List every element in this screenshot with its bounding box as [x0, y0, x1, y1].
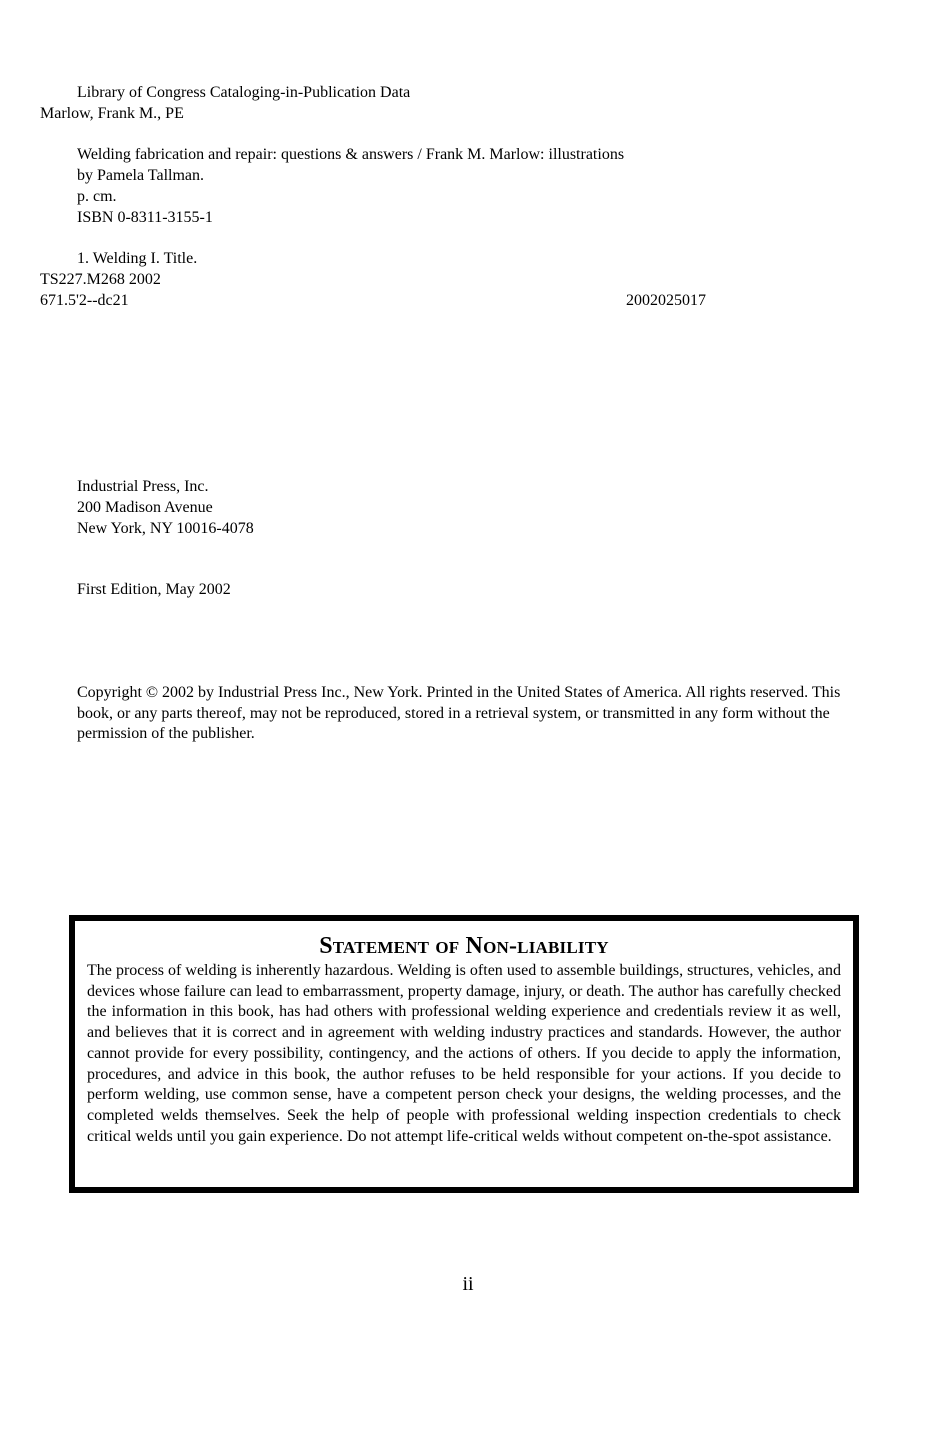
cip-title-line-1: Welding fabrication and repair: questions & answers / Frank M. Marlow: illustrations: [77, 146, 625, 163]
publisher-name: Industrial Press, Inc.: [77, 478, 209, 495]
cip-isbn: ISBN 0-8311-3155-1: [77, 209, 213, 226]
cip-lc-class: TS227.M268 2002: [40, 271, 161, 288]
copyright-notice: Copyright © 2002 by Industrial Press Inc., New York. Printed in the United States of America. All rights reserved. This book, or any parts thereof, may not be reproduced, stored in a retrieval system, or transmitted in any form without the permission of the publisher.: [77, 684, 841, 743]
cip-dewey: 671.5'2--dc21: [40, 292, 129, 309]
publisher-city: New York, NY 10016-4078: [77, 520, 254, 537]
non-liability-box: [69, 915, 859, 1193]
edition-statement: First Edition, May 2002: [77, 581, 231, 598]
page-number: ii: [462, 1273, 474, 1295]
cip-subjects: 1. Welding I. Title.: [77, 250, 198, 267]
cip-heading: Library of Congress Cataloging-in-Publication Data: [77, 84, 411, 101]
cip-title-line-2: by Pamela Tallman.: [77, 167, 204, 184]
publisher-street: 200 Madison Avenue: [77, 499, 213, 516]
non-liability-title: Statement of Non-liability: [319, 933, 609, 959]
cip-author: Marlow, Frank M., PE: [40, 105, 184, 122]
non-liability-text: The process of welding is inherently hazardous. Welding is often used to assemble buildings, structures, vehicles, and devices whose failure can lead to embarrassment, property damage, injury, or death. The author has carefully checked the information in this book, has had others with professional welding experience and credentials review it as well, and believes that it is correct and in agreement with welding industry practices and standards. However, the author cannot provide for every possibility, contingency, and the actions of others. If you decide to apply the information, procedures, and advice in this book, the author refuses to be held responsible for your actions. If you decide to perform welding, use common sense, have a competent person check your designs, the welding processes, and the completed welds themselves. Seek the help of people with professional welding inspection credentials to check critical welds until you gain experience. Do not attempt life-critical welds without competent on-the-spot assistance.: [87, 962, 841, 1145]
cip-pages: p. cm.: [77, 188, 117, 205]
cip-control-number: 2002025017: [626, 292, 706, 309]
